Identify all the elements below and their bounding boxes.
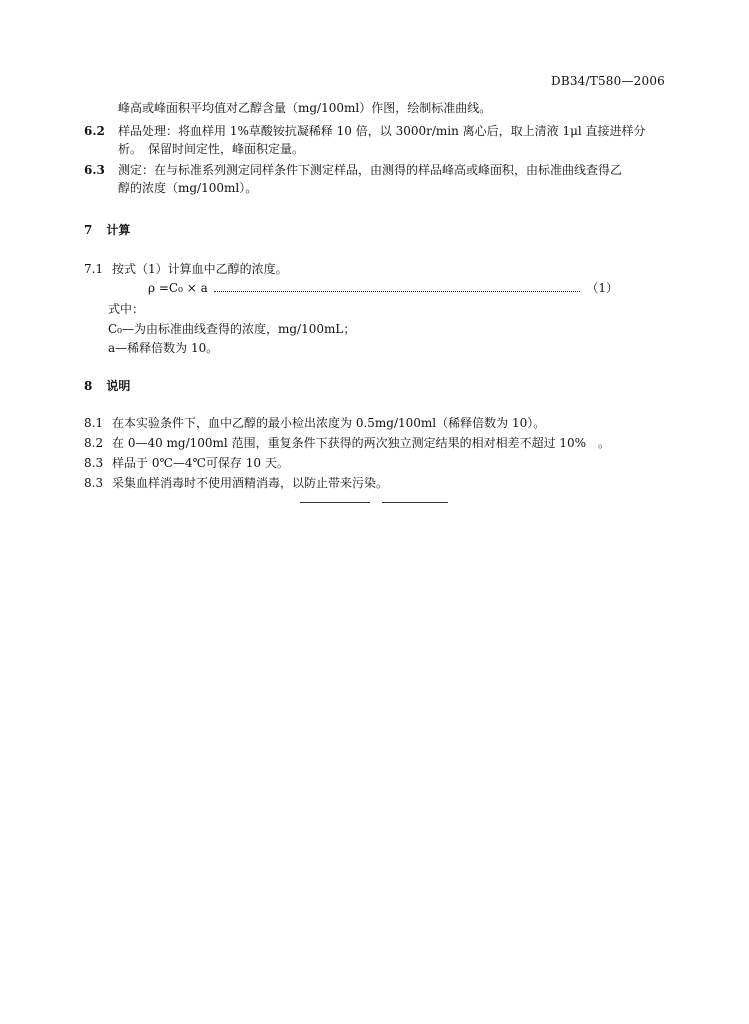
- formula-number: （1）: [586, 281, 618, 295]
- section6-continuation: 峰高或峰面积平均值对乙醇含量（mg/100ml）作图，绘制标准曲线。: [118, 101, 492, 115]
- item-7-1-text: 按式（1）计算血中乙醇的浓度。: [112, 262, 288, 276]
- item-6-2-line1: 样品处理：将血样用 1%草酸铵抗凝稀释 10 倍，以 3000r/min 离心后，取上清液 1μl 直接进样分: [118, 124, 646, 138]
- item-8-3-number: 8.3: [84, 456, 104, 470]
- item-8-3-text: 样品于 0℃—4℃可保存 10 天。: [112, 456, 289, 470]
- definition-a: a—稀释倍数为 10。: [108, 341, 219, 355]
- item-8-4-number: 8.3: [84, 476, 104, 490]
- section8-title: 说明: [106, 379, 131, 393]
- item-8-4-text: 采集血样消毒时不使用酒精消毒，以防止带来污染。: [112, 476, 389, 490]
- section8-number: 8: [84, 379, 93, 393]
- item-7-1-number: 7.1: [84, 262, 104, 276]
- section8-heading: [84, 379, 130, 393]
- item-6-2-number: 6.2: [84, 124, 105, 138]
- section7-heading: [84, 223, 130, 237]
- definition-c0: C₀—为由标准曲线查得的浓度，mg/100mL；: [108, 322, 356, 336]
- item-8-1-text: 在本实验条件下，血中乙醇的最小检出浓度为 0.5mg/100ml（稀释倍数为 10）。: [112, 416, 546, 430]
- item-8-2-number: 8.2: [84, 436, 104, 450]
- document-id: DB34/T580—2006: [551, 74, 665, 88]
- item-8-1-number: 8.1: [84, 416, 104, 430]
- section7-title: 计算: [106, 223, 131, 237]
- formula-row: [148, 281, 618, 295]
- section7-number: 7: [84, 223, 93, 237]
- end-rule-left: [300, 502, 370, 503]
- item-8-2-text: 在 0—40 mg/100ml 范围，重复条件下获得的两次独立测定结果的相对相差不超过 10% 。: [112, 436, 611, 450]
- item-6-2-line2: 析。 保留时间定性，峰面积定量。: [118, 142, 305, 156]
- item-6-3-line2: 醇的浓度（mg/100ml）。: [118, 181, 258, 195]
- formula-leader-dots: [214, 291, 581, 292]
- end-rule-right: [382, 502, 448, 503]
- item-6-3-line1: 测定：在与标准系列测定同样条件下测定样品，由测得的样品峰高或峰面积，由标准曲线查得乙: [118, 163, 623, 177]
- item-6-3-number: 6.3: [84, 163, 105, 177]
- formula-expression: ρ =C₀ × a: [148, 281, 208, 295]
- where-label: 式中：: [108, 302, 145, 316]
